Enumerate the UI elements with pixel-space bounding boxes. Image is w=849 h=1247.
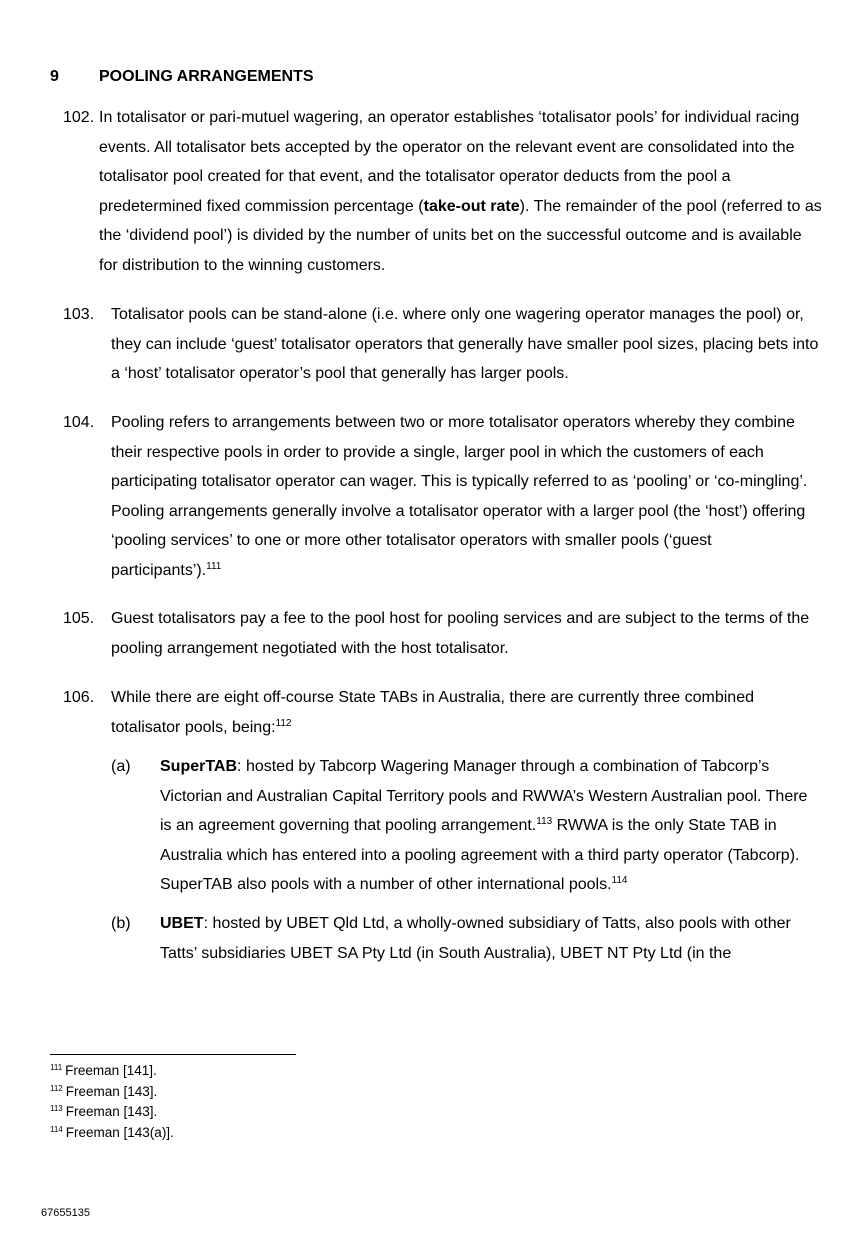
paragraph-text: Pooling refers to arrangements between two or more totalisator operators whereby they combine their respective pools in order to provide a single, larger pool in which the customers of each participating totalisator operator can wager. This is typically referred to as ‘pooling’ or ‘co-mingling’. Pooling arrangements generally involve a totalisator operator with a larger pool (the ‘host’) offering ‘pooling services’ to one or more other totalisator operators with smaller pools (‘guest participants’).$^{111}$ xyxy=(111,414,808,579)
footnote xyxy=(50,1061,174,1082)
footnote-ref[interactable]: 114 xyxy=(611,875,628,887)
footnote xyxy=(50,1102,174,1123)
paragraph-106 xyxy=(63,683,823,742)
footnote-number: 114 xyxy=(50,1124,63,1134)
footnote-ref[interactable]: 113 xyxy=(536,816,553,828)
paragraph-text: Guest totalisators pay a fee to the pool host for pooling services and are subject to the terms of the pooling arrangement negotiated with the host totalisator. xyxy=(111,610,810,657)
paragraph-number: 105. xyxy=(63,610,95,627)
footnote-number: 111 xyxy=(50,1063,63,1072)
footnote-text: Freeman [141]. xyxy=(65,1063,157,1078)
footnote-text: Freeman [143]. xyxy=(65,1083,158,1099)
paragraph-text: While there are eight off-course State TABs in Australia, there are currently three combined totalisator pools, being:$^{112}$ xyxy=(111,689,754,736)
paragraph-text: In totalisator or pari-mutuel wagering, an operator establishes ‘totalisator pools’ for individual racing events. All totalisator bets accepted by the operator on the relevant event are consolidated into the totalisator pool created for that event, and the totalisator operator deducts from the pool a predetermined fixed commission percentage (take-out rate). The remainder of the pool (referred to as the ‘dividend pool’) is divided by the number of units bet on the successful outcome and is available for distribution to the winning customers. xyxy=(99,109,822,274)
footnotes xyxy=(50,1061,174,1143)
section-number: 9 xyxy=(50,68,59,85)
paragraph-102 xyxy=(63,103,823,281)
footnote-separator xyxy=(50,1054,296,1055)
paragraph-105 xyxy=(63,604,823,663)
footnote-text: Freeman [143]. xyxy=(65,1104,158,1120)
footnote-ref[interactable]: 111 xyxy=(206,560,222,572)
section-heading xyxy=(50,68,314,86)
paragraph-104 xyxy=(63,408,823,586)
footnote xyxy=(50,1082,174,1103)
footnote-text: Freeman [143(a)]. xyxy=(65,1124,174,1140)
subparagraph-text: UBET: hosted by UBET Qld Ltd, a wholly-owned subsidiary of Tatts, also pools with other Tatts’ subsidiaries UBET SA Pty Ltd (in South Australia), UBET NT Pty Ltd (in the xyxy=(160,915,791,962)
subparagraph-b xyxy=(111,909,823,968)
section-title: POOLING ARRANGEMENTS xyxy=(99,68,314,85)
paragraph-number: 106. xyxy=(63,689,95,706)
footnote-number: 113 xyxy=(50,1104,63,1114)
pool-name: UBET xyxy=(160,915,204,932)
footnote-number: 112 xyxy=(50,1083,63,1093)
footnote-ref[interactable]: 112 xyxy=(275,717,292,729)
paragraph-number: 104. xyxy=(63,414,95,431)
footnote xyxy=(50,1123,174,1144)
defined-term: take-out rate xyxy=(423,197,520,215)
pool-name: SuperTAB xyxy=(160,758,238,775)
subparagraph-text: SuperTAB: hosted by Tabcorp Wagering Manager through a combination of Tabcorp’s Victorian and Australian Capital Territory pools and RWWA’s Western Australian pool. There is an agreement governing that pooling arrangement.$^{113}$ RWWA is the only State TAB in Australia which has entered into a pooling agreement with a third party operator (Tabcorp). SuperTAB also pools with a number of other international pools.$^{114}$ xyxy=(160,758,808,894)
subparagraph-a xyxy=(111,752,823,900)
paragraph-number: 102. xyxy=(63,109,95,126)
document-id: 67655135 xyxy=(41,1207,90,1219)
subparagraph-label: (b) xyxy=(111,915,131,932)
paragraph-text: Totalisator pools can be stand-alone (i.e. where only one wagering operator manages the pool) or, they can include ‘guest’ totalisator operators that generally have smaller pool sizes, placing bets into a ‘host’ totalisator operator’s pool that generally has larger pools. xyxy=(111,306,819,383)
subparagraph-label: (a) xyxy=(111,758,131,775)
paragraph-103 xyxy=(63,300,823,389)
paragraph-number: 103. xyxy=(63,306,95,323)
